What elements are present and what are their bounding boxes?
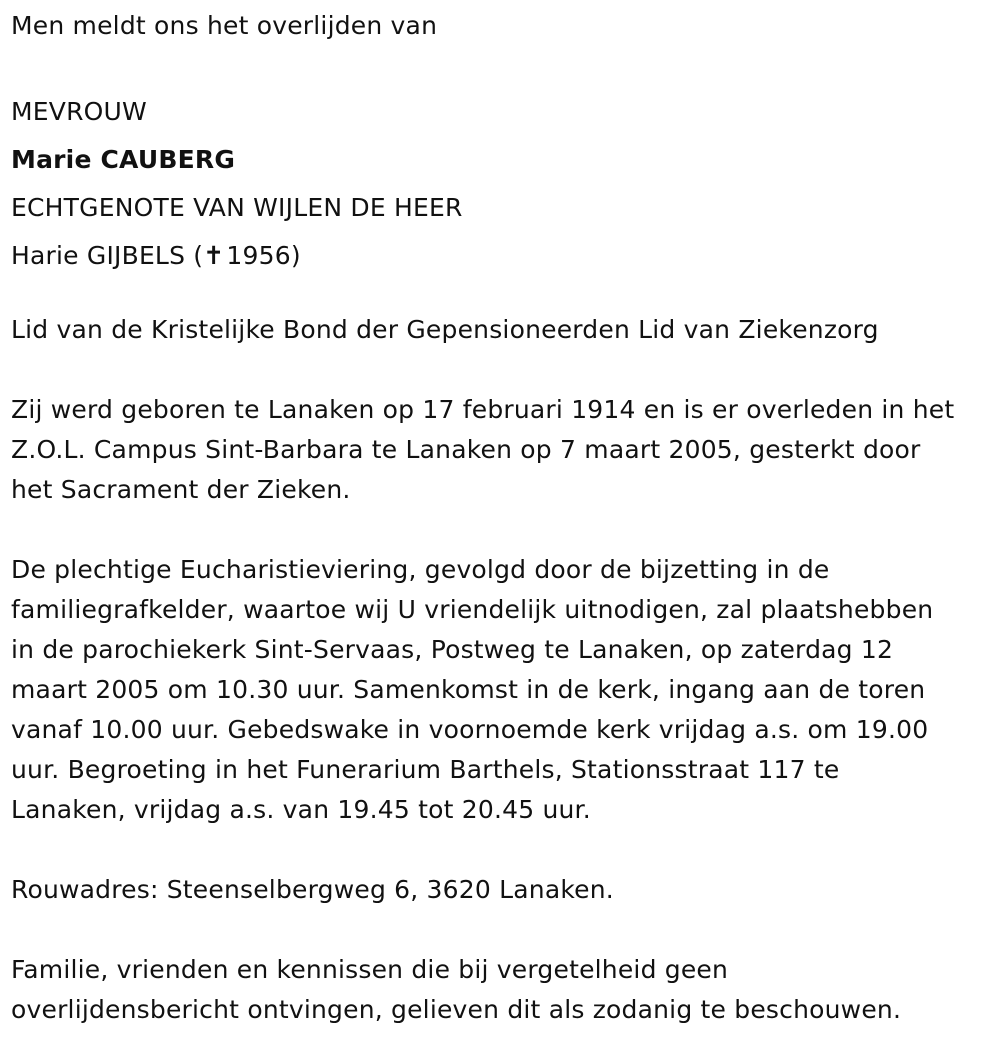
ceremony-paragraph — [11, 550, 933, 830]
mourning-address — [11, 870, 614, 910]
paragraph-line: Z.O.L. Campus Sint-Barbara te Lanaken op 7 maart 2005, gesterkt door — [11, 435, 921, 464]
paragraph-line: in de parochiekerk Sint-Servaas, Postweg te Lanaken, op zaterdag 12 — [11, 635, 894, 664]
paragraph-line: familiegrafkelder, waartoe wij U vriendelijk uitnodigen, zal plaatshebben — [11, 595, 934, 624]
deceased-name: Marie CAUBERG — [11, 145, 236, 174]
paragraph-line: Familie, vrienden en kennissen die bij vergetelheid geen — [11, 955, 729, 984]
paragraph-line: Zij werd geboren te Lanaken op 17 februari 1914 en is er overleden in het — [11, 395, 955, 424]
paragraph-line: het Sacrament der Zieken. — [11, 475, 351, 504]
deceased-heading — [11, 88, 463, 280]
closing-paragraph — [11, 950, 901, 1030]
birth-death-paragraph — [11, 390, 954, 510]
cross-icon: ✝ — [203, 241, 225, 270]
paragraph-line: De plechtige Eucharistieviering, gevolgd door de bijzetting in de — [11, 555, 830, 584]
membership-line: Lid van de Kristelijke Bond der Gepensioneerden Lid van Ziekenzorg — [11, 315, 879, 344]
spouse-death-year: 1956) — [226, 241, 301, 270]
intro-line: Men meldt ons het overlijden van — [11, 11, 438, 40]
address-line: Rouwadres: Steenselbergweg 6, 3620 Lanaken. — [11, 875, 614, 904]
paragraph-line: Lanaken, vrijdag a.s. van 19.45 tot 20.45 uur. — [11, 795, 591, 824]
relation-line: ECHTGENOTE VAN WIJLEN DE HEER — [11, 193, 463, 222]
spouse-line — [11, 232, 463, 280]
spouse-name: Harie GIJBELS ( — [11, 241, 204, 270]
membership-paragraph — [11, 310, 879, 350]
paragraph-line: vanaf 10.00 uur. Gebedswake in voornoemde kerk vrijdag a.s. om 19.00 — [11, 715, 929, 744]
intro-text — [11, 8, 437, 44]
paragraph-line: overlijdensbericht ontvingen, gelieven dit als zodanig te beschouwen. — [11, 995, 902, 1024]
paragraph-line: maart 2005 om 10.30 uur. Samenkomst in de kerk, ingang aan de toren — [11, 675, 926, 704]
paragraph-line: uur. Begroeting in het Funerarium Barthels, Stationsstraat 117 te — [11, 755, 840, 784]
honorific: MEVROUW — [11, 97, 147, 126]
